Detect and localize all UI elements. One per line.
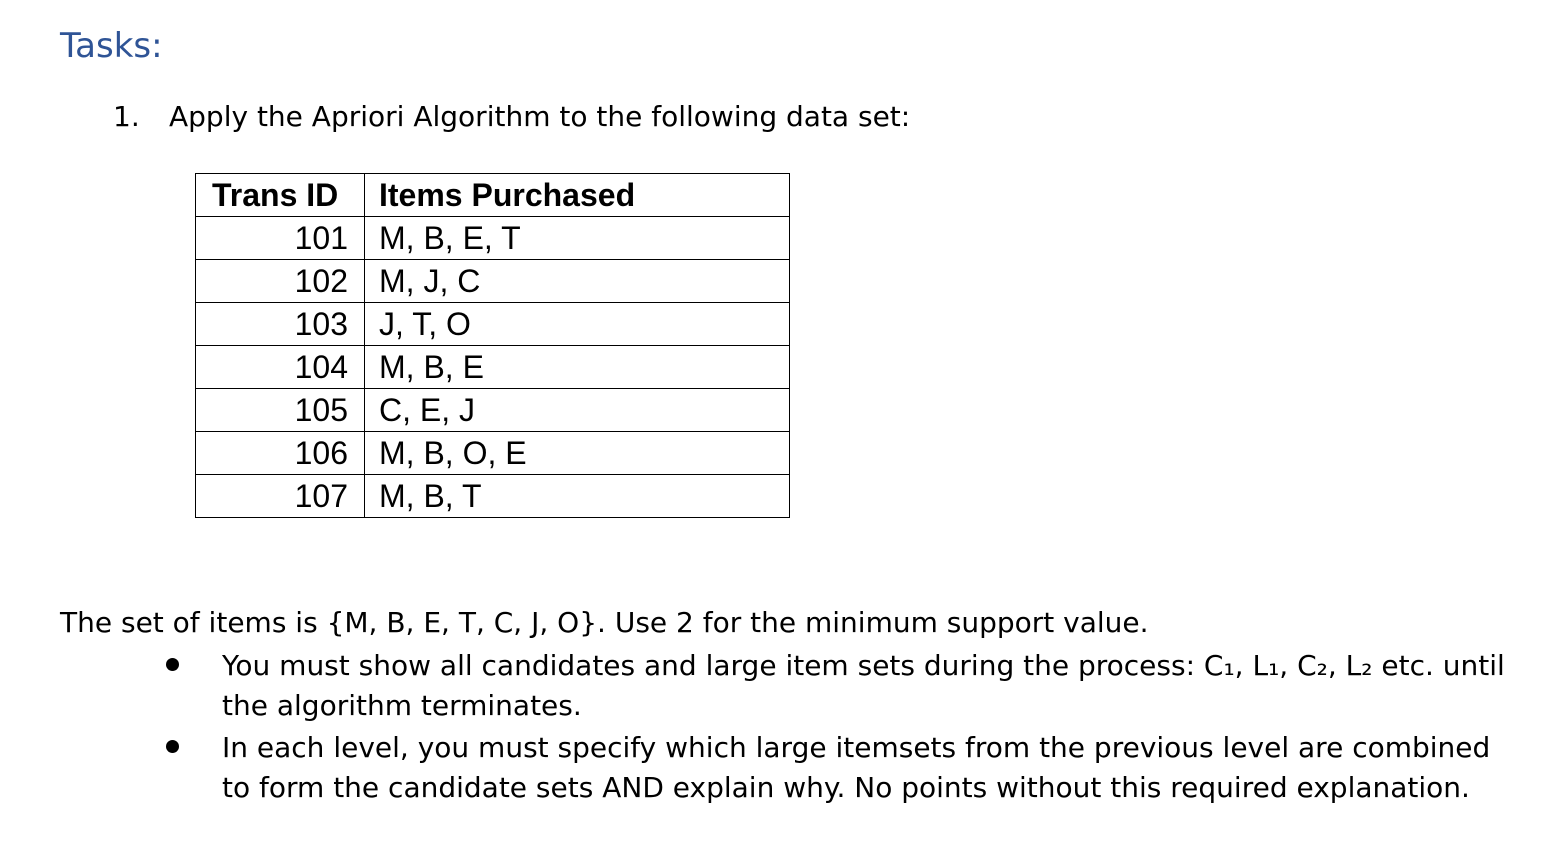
task-number: 1. [113,100,140,133]
table-row [196,389,790,432]
list-item [222,646,1512,726]
table-row [196,432,790,475]
items-cell: M, B, T [365,475,790,518]
table-row [196,217,790,260]
table-row [196,303,790,346]
trans-id-cell: 103 [196,303,365,346]
table-row [196,260,790,303]
trans-id-cell: 104 [196,346,365,389]
bullet-icon [166,658,179,671]
items-cell: M, B, E [365,346,790,389]
bullet-icon [166,740,179,753]
header-trans-id: Trans ID [196,174,365,217]
trans-id-cell: 102 [196,260,365,303]
trans-id-cell: 107 [196,475,365,518]
items-cell: M, B, E, T [365,217,790,260]
requirement-text: In each level, you must specify which large itemsets from the previous level are combined to form the candidate sets AND explain why. No points without this required explanation. [222,731,1491,804]
requirement-text: You must show all candidates and large item sets during the process: C₁, L₁, C₂, L₂ etc. until the algorithm terminates. [222,649,1505,722]
list-item [222,728,1512,808]
header-items-purchased: Items Purchased [365,174,790,217]
transactions-table [195,173,790,518]
table-row [196,475,790,518]
section-heading: Tasks: [60,26,163,66]
trans-id-cell: 105 [196,389,365,432]
requirements-list [222,646,1512,810]
trans-id-cell: 101 [196,217,365,260]
table-header-row [196,174,790,217]
task-item [113,98,910,136]
trans-id-cell: 106 [196,432,365,475]
task-text: Apply the Apriori Algorithm to the following data set: [169,100,911,133]
items-cell: M, J, C [365,260,790,303]
table-row [196,346,790,389]
items-cell: C, E, J [365,389,790,432]
items-cell: M, B, O, E [365,432,790,475]
item-set-description: The set of items is {M, B, E, T, C, J, O}. Use 2 for the minimum support value. [60,606,1149,639]
items-cell: J, T, O [365,303,790,346]
